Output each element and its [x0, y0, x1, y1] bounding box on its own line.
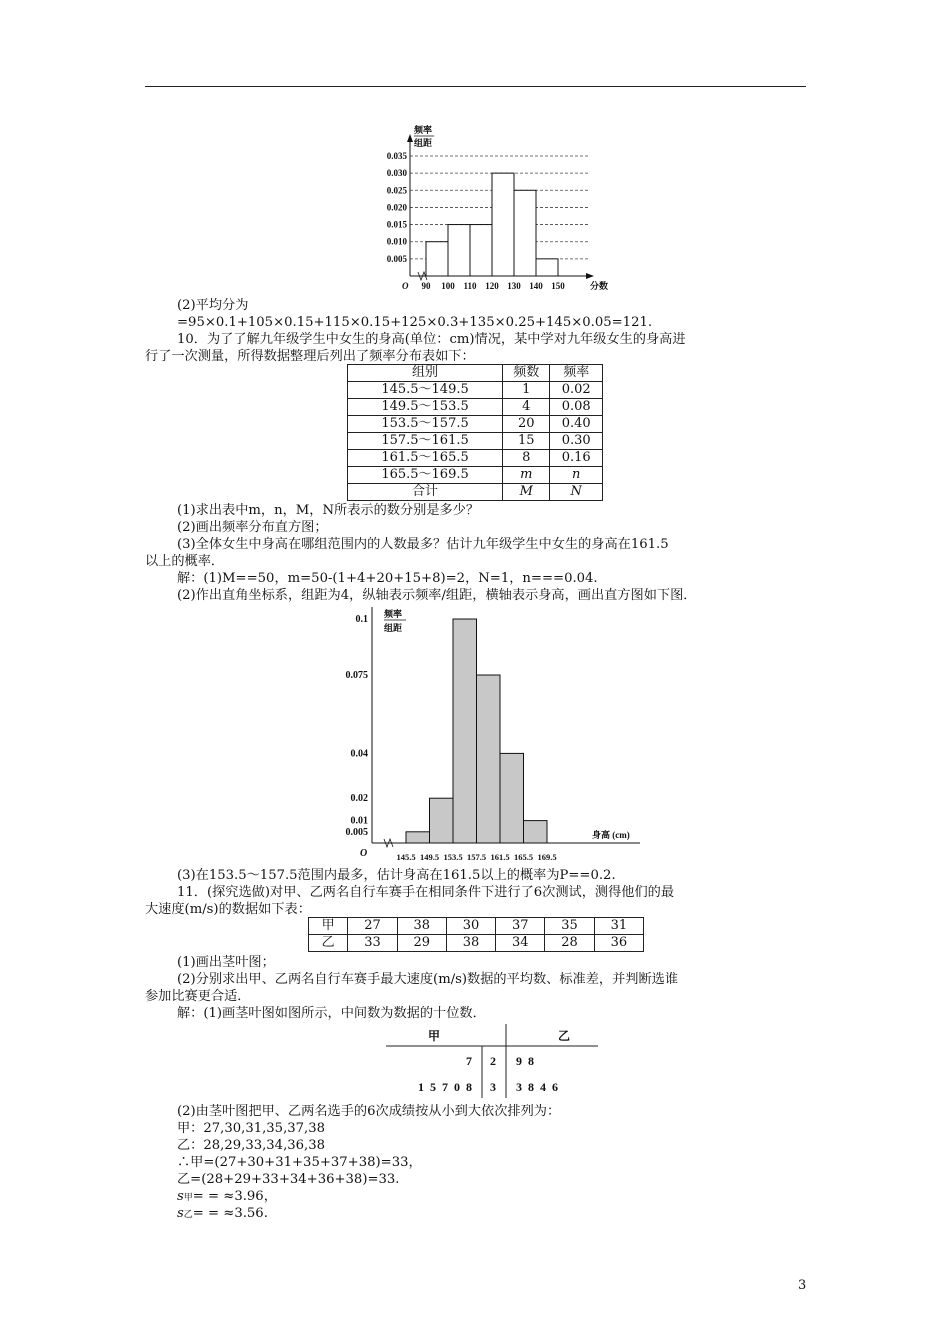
header-rule [145, 86, 806, 87]
stem-value: 3 [490, 1080, 496, 1094]
bar [448, 225, 470, 276]
table-cell: 157.5～161.5 [348, 433, 503, 450]
text-line: (2)画出频率分布直方图； [177, 520, 328, 535]
formula: = = ≈3.56. [192, 1206, 268, 1221]
y-axis-label-top: 频率 [414, 125, 433, 135]
text-line: 乙：28,29,33,34,36,38 [177, 1138, 326, 1153]
y-tick-label: 0.020 [386, 202, 407, 213]
table-cell: 20 [503, 416, 550, 433]
axis-break [384, 839, 393, 847]
y-tick-label: 0.015 [386, 219, 407, 230]
text-line: (2)平均分为 [177, 298, 249, 313]
table-cell: n [550, 467, 603, 484]
x-tick-label: 169.5 [537, 852, 557, 862]
leaf-left: 1 5 7 0 8 [418, 1080, 472, 1094]
subscript: 乙 [183, 1210, 193, 1220]
text-line: (2)作出直角坐标系，组距为4，纵轴表示频率/组距，横轴表示身高，画出直方图如下图． [177, 588, 697, 603]
stem-left-title: 甲 [428, 1029, 441, 1043]
table-cell: 145.5～149.5 [348, 382, 503, 399]
text-line: ∴甲=(27+30+31+35+37+38)=33， [177, 1155, 422, 1170]
frequency-table [347, 364, 603, 501]
leaf-right: 3 8 4 6 [516, 1080, 558, 1094]
table-cell: 1 [503, 382, 550, 399]
y-tick-label: 0.030 [386, 168, 407, 179]
table-cell: 合计 [348, 484, 503, 501]
y-tick-label: 0.010 [386, 236, 407, 247]
x-tick-label: 145.5 [396, 852, 416, 862]
table-cell: 165.5～169.5 [348, 467, 503, 484]
table-cell: 0.16 [550, 450, 603, 467]
table-cell: 36 [594, 935, 643, 952]
table-cell: M [503, 484, 550, 501]
table-cell: 乙 [309, 935, 348, 952]
table-cell: 153.5～157.5 [348, 416, 503, 433]
bar [514, 190, 536, 276]
bar [453, 619, 477, 843]
text-line: =95×0.1+105×0.15+115×0.15+125×0.3+135×0.25+145×0.05=121. [177, 315, 653, 330]
x-tick-label: 140 [529, 281, 543, 291]
formula: = = ≈3.96， [192, 1189, 277, 1204]
y-tick-label: 0.01 [350, 815, 368, 827]
table-cell: 34 [496, 935, 545, 952]
y-axis-label-bottom: 组距 [414, 138, 433, 148]
text-line [177, 1206, 268, 1223]
table-row [348, 467, 603, 484]
table-cell: 38 [397, 918, 446, 935]
x-tick-label: 150 [551, 281, 565, 291]
table-cell: 0.30 [550, 433, 603, 450]
x-tick-label: 161.5 [490, 852, 510, 862]
table-cell: 149.5～153.5 [348, 399, 503, 416]
s-symbol: s [177, 1189, 184, 1204]
text-line: 行了一次测量，所得数据整理后列出了频率分布表如下： [145, 349, 475, 364]
table-row [309, 935, 644, 952]
page-number: 3 [798, 1278, 807, 1293]
table-cell: 组别 [348, 365, 503, 382]
table-cell: 28 [545, 935, 594, 952]
table-header-row [348, 365, 603, 382]
y-axis-label-bottom: 组距 [384, 623, 403, 633]
text-line: 甲：27,30,31,35,37,38 [177, 1121, 326, 1136]
table-cell: 38 [446, 935, 495, 952]
y-axis-label-top: 频率 [384, 609, 403, 619]
x-tick-label: 153.5 [443, 852, 463, 862]
y-tick-label: 0.04 [350, 748, 368, 760]
table-cell: 15 [503, 433, 550, 450]
bar [500, 753, 524, 843]
table-row [348, 433, 603, 450]
table-cell: 0.40 [550, 416, 603, 433]
table-cell: N [550, 484, 603, 501]
y-tick-label: 0.035 [386, 151, 407, 161]
table-row [348, 399, 603, 416]
leaf-left: 7 [466, 1054, 472, 1068]
stem-right-title: 乙 [558, 1029, 571, 1043]
table-cell: 频率 [550, 365, 603, 382]
y-tick-label: 0.1 [355, 614, 368, 625]
text-line: (1)画出茎叶图； [177, 955, 275, 970]
table-cell: 0.08 [550, 399, 603, 416]
bar [470, 225, 492, 276]
table-row [348, 382, 603, 399]
text-line: (1)求出表中m，n，M，N所表示的数分别是多少？ [177, 503, 480, 518]
x-axis-arrow [586, 273, 594, 279]
table-cell: 33 [348, 935, 397, 952]
y-tick-label: 0.005 [345, 826, 368, 838]
bar [426, 242, 448, 276]
bar [477, 675, 501, 843]
text-line: 解：(1)画茎叶图如图所示，中间数为数据的十位数． [177, 1006, 486, 1021]
text-line: 11．(探究选做)对甲、乙两名自行车赛手在相同条件下进行了6次测试，测得他们的最 [177, 885, 675, 900]
table-cell: 161.5～165.5 [348, 450, 503, 467]
table-cell: 29 [397, 935, 446, 952]
text-line: 参加比赛更合适． [145, 989, 251, 1004]
x-tick-label: 100 [441, 281, 455, 291]
origin-label: O [360, 848, 368, 859]
table-row [348, 450, 603, 467]
s-symbol: s [177, 1206, 184, 1221]
table-cell: 0.02 [550, 382, 603, 399]
table-cell: 30 [446, 918, 495, 935]
table-row [348, 484, 603, 501]
table-cell: 37 [496, 918, 545, 935]
table-row [348, 416, 603, 433]
table-cell: m [503, 467, 550, 484]
leaf-right: 9 8 [516, 1054, 534, 1068]
y-tick-label: 0.02 [350, 793, 368, 805]
table-cell: 频数 [503, 365, 550, 382]
table-cell: 8 [503, 450, 550, 467]
bar [406, 832, 430, 843]
text-line: (2)由茎叶图把甲、乙两名选手的6次成绩按从小到大依次排列为： [177, 1104, 561, 1119]
speed-table [308, 917, 644, 952]
x-tick-label: 90 [421, 281, 431, 291]
subscript: 甲 [183, 1193, 193, 1203]
text-line: (2)分别求出甲、乙两名自行车赛手最大速度(m/s)数据的平均数、标准差，并判断选谁 [177, 972, 679, 987]
height-histogram [340, 605, 650, 867]
text-line: 以上的概率． [145, 554, 225, 569]
text-line [177, 1189, 277, 1206]
text-line: (3)在153.5～157.5范围内最多，估计身高在161.5以上的概率为P==0.2. [177, 868, 616, 883]
table-cell: 27 [348, 918, 397, 935]
bar [536, 259, 558, 276]
text-line: 大速度(m/s)的数据如下表： [145, 902, 311, 917]
y-tick-label: 0.025 [386, 185, 407, 196]
stem-leaf-plot [386, 1024, 598, 1098]
x-tick-label: 120 [485, 281, 499, 291]
table-cell: 35 [545, 918, 594, 935]
x-tick-label: 149.5 [419, 852, 440, 862]
x-tick-label: 130 [507, 281, 521, 291]
text-line: (3)全体女生中身高在哪组范围内的人数最多？估计九年级学生中女生的身高在161.5 [177, 537, 669, 552]
y-tick-label: 0.075 [345, 670, 368, 681]
bar [492, 173, 514, 276]
y-axis-arrow [407, 134, 413, 142]
score-histogram [374, 124, 614, 294]
table-row [309, 918, 644, 935]
bar [524, 821, 548, 843]
bar [430, 798, 454, 843]
text-line: 解：(1)M==50，m=50-(1+4+20+15+8)=2，N=1，n===0.04. [177, 571, 598, 586]
x-axis-label: 身高 (cm) [592, 830, 630, 840]
y-tick-label: 0.005 [386, 253, 407, 264]
text-line: 10．为了了解九年级学生中女生的身高(单位：cm)情况，某中学对九年级女生的身高进 [177, 332, 686, 347]
table-cell: 甲 [309, 918, 348, 935]
stem-value: 2 [490, 1054, 496, 1068]
x-tick-label: 110 [463, 281, 477, 291]
table-cell: 4 [503, 399, 550, 416]
table-cell: 31 [594, 918, 643, 935]
origin-label: O [402, 281, 409, 291]
x-tick-label: 165.5 [513, 852, 534, 862]
text-line: 乙=(28+29+33+34+36+38)=33. [177, 1172, 400, 1187]
x-tick-label: 157.5 [466, 852, 487, 862]
x-axis-label: 分数 [590, 281, 609, 291]
